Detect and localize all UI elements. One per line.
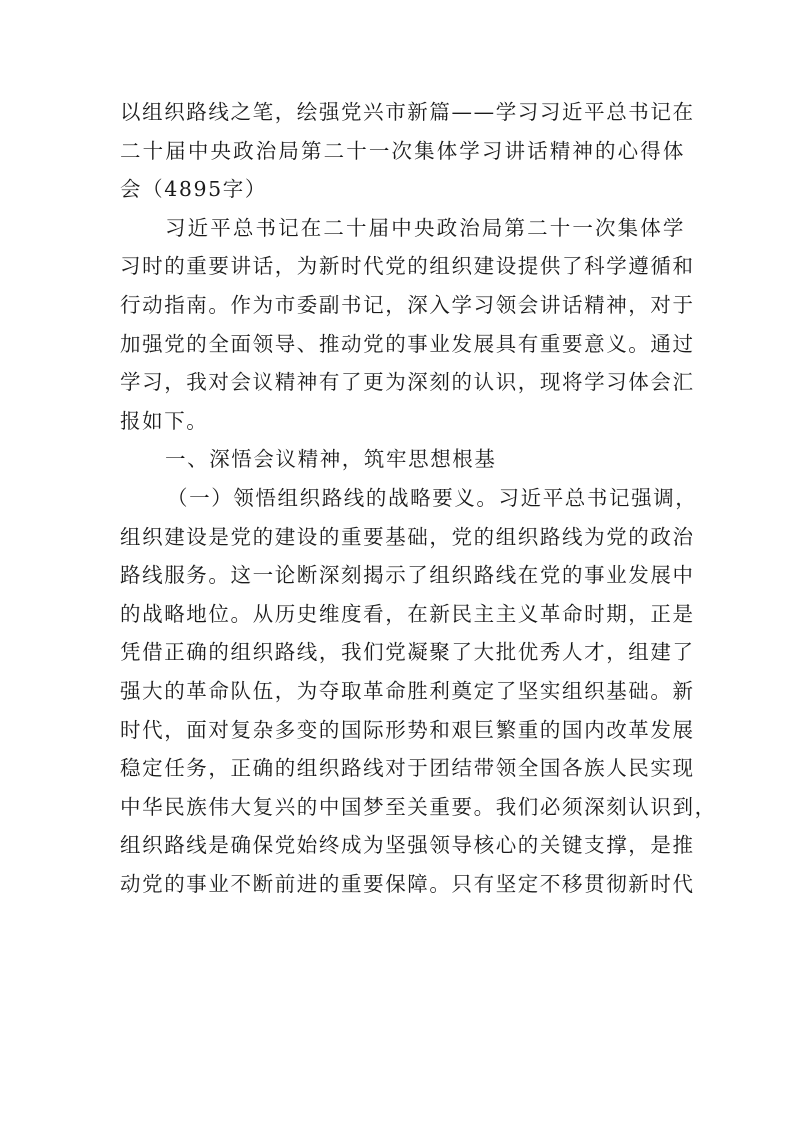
section-heading: 一、深悟会议精神，筑牢思想根基 xyxy=(165,447,497,472)
paragraph-line: 学习，我对会议精神有了更为深刻的认识，现将学习体会汇 xyxy=(120,370,695,395)
paragraph-line: 习时的重要讲话，为新时代党的组织建设提供了科学遵循和 xyxy=(120,254,695,279)
paragraph-line: 强大的革命队伍，为夺取革命胜利奠定了坚实组织基础。新 xyxy=(120,678,695,703)
document-title xyxy=(120,93,695,209)
paragraph-line: 动党的事业不断前进的重要保障。只有坚定不移贯彻新时代 xyxy=(120,871,695,896)
paragraph-line: 习近平总书记在二十届中央政治局第二十一次集体学 xyxy=(165,215,685,240)
title-line: 会（4895字） xyxy=(120,177,267,202)
paragraph-line: 凭借正确的组织路线，我们党凝聚了大批优秀人才，组建了 xyxy=(120,640,695,665)
title-line: 二十届中央政治局第二十一次集体学习讲话精神的心得体 xyxy=(120,138,685,163)
intro-paragraph xyxy=(120,209,695,441)
paragraph-line: 组织建设是党的建设的重要基础，党的组织路线为党的政治 xyxy=(120,524,695,549)
paragraph-line: 加强党的全面领导、推动党的事业发展具有重要意义。通过 xyxy=(120,331,695,356)
document-body xyxy=(120,93,717,903)
paragraph-line: 报如下。 xyxy=(120,408,209,433)
paragraph-line: 中华民族伟大复兴的中国梦至关重要。我们必须深刻认识到， xyxy=(120,794,717,819)
paragraph-line: 时代，面对复杂多变的国际形势和艰巨繁重的国内改革发展 xyxy=(120,717,695,742)
paragraph-line: 组织路线是确保党始终成为坚强领导核心的关键支撑，是推 xyxy=(120,833,695,858)
paragraph-line: 稳定任务，正确的组织路线对于团结带领全国各族人民实现 xyxy=(120,756,695,781)
paragraph-line: （一）领悟组织路线的战略要义。习近平总书记强调， xyxy=(167,485,698,510)
title-line: 以组织路线之笔，绘强党兴市新篇——学习习近平总书记在 xyxy=(120,100,695,124)
paragraph-line: 路线服务。这一论断深刻揭示了组织路线在党的事业发展中 xyxy=(120,563,695,588)
section-paragraph xyxy=(120,479,717,904)
paragraph-line: 的战略地位。从历史维度看，在新民主主义革命时期，正是 xyxy=(120,601,695,626)
paragraph-line: 行动指南。作为市委副书记，深入学习领会讲话精神，对于 xyxy=(120,292,695,317)
